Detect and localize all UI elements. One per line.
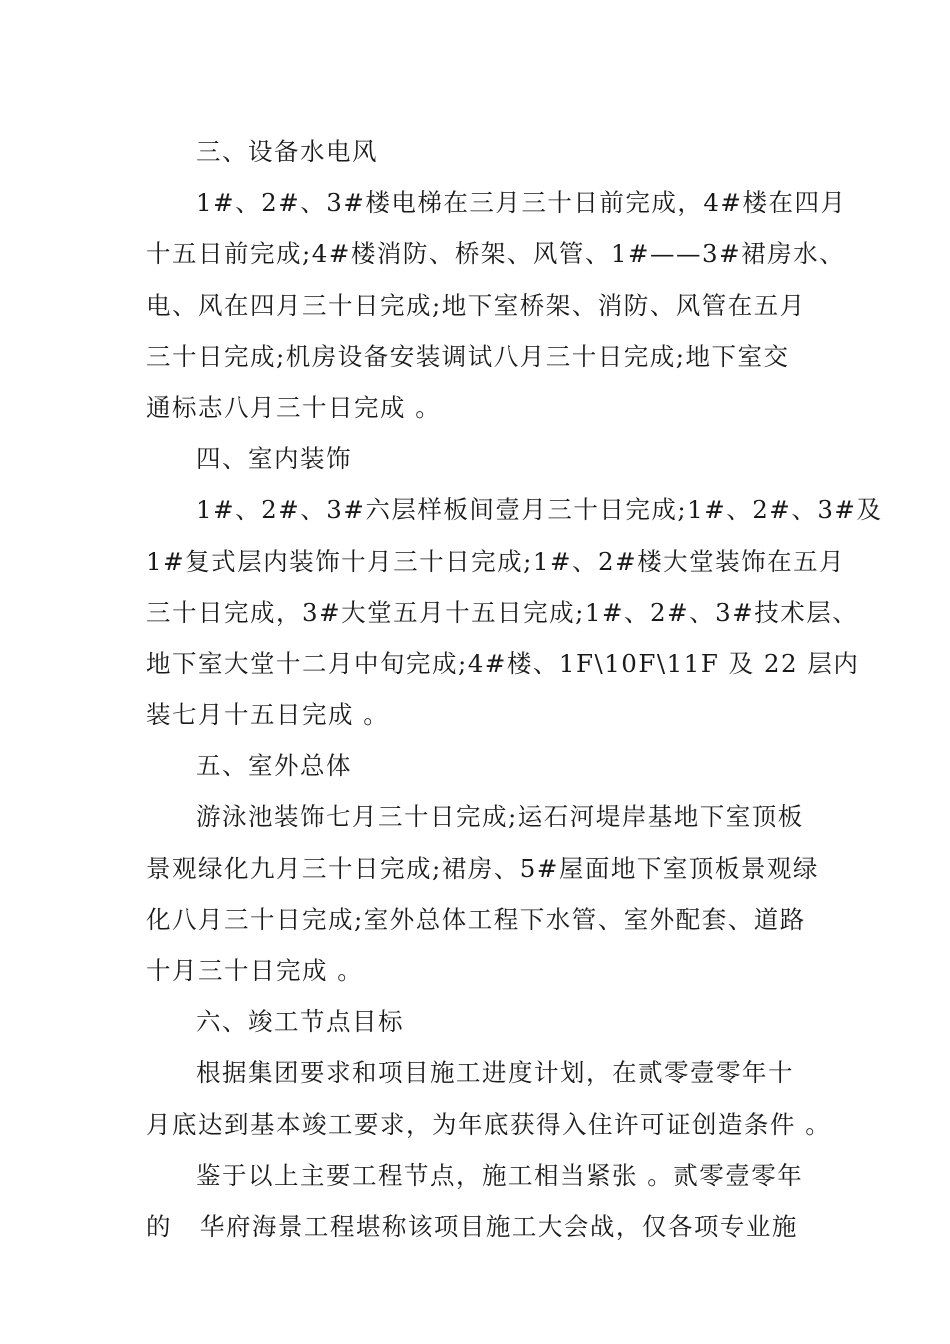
text-line: 十月三十日完成 。	[146, 956, 364, 985]
text-line: 六、竣工节点目标	[196, 1007, 404, 1037]
text-line: 鉴于以上主要工程节点，施工相当紧张 。贰零壹零年	[196, 1160, 804, 1190]
text-line: 游泳池装饰七月三十日完成;运石河堤岸基地下室顶板	[196, 802, 804, 832]
text-line: 根据集团要求和项目施工进度计划，在贰零壹零年十	[196, 1058, 794, 1088]
text-line: 景观绿化九月三十日完成;裙房、5#屋面地下室顶板景观绿	[146, 853, 819, 883]
text-line: 化八月三十日完成;室外总体工程下水管、室外配套、道路	[146, 904, 806, 934]
text-line: 地下室大堂十二月中旬完成;4#楼、1F\10F\11F 及 22 层内	[146, 648, 860, 678]
text-line: 1#、2#、3#六层样板间壹月三十日完成;1#、2#、3#及	[196, 495, 883, 525]
document-body	[146, 126, 883, 1252]
text-line: 1#复式层内装饰十月三十日完成;1#、2#楼大堂装饰在五月	[146, 546, 846, 576]
text-line: 月底达到基本竣工要求，为年底获得入住许可证创造条件 。	[146, 1109, 832, 1139]
text-line: 五、室外总体	[196, 751, 352, 781]
text-line: 三十日完成;机房设备安装调试八月三十日完成;地下室交	[146, 341, 790, 371]
text-line: 电、风在四月三十日完成;地下室桥架、消防、风管在五月	[146, 290, 806, 320]
text-line: 通标志八月三十日完成 。	[146, 392, 442, 422]
text-line: 装七月十五日完成 。	[146, 700, 390, 730]
text-line: 1#、2#、3#楼电梯在三月三十日前完成，4#楼在四月	[196, 188, 847, 218]
text-line: 四、室内装饰	[196, 444, 352, 474]
text-line: 十五日前完成;4#楼消防、桥架、风管、1#——3#裙房水、	[146, 239, 846, 269]
text-line: 的 华府海景工程堪称该项目施工大会战，仅各项专业施	[146, 1211, 798, 1241]
text-line: 三十日完成，3#大堂五月十五日完成;1#、2#、3#技术层、	[146, 597, 859, 627]
text-line: 三、设备水电风	[196, 137, 378, 166]
